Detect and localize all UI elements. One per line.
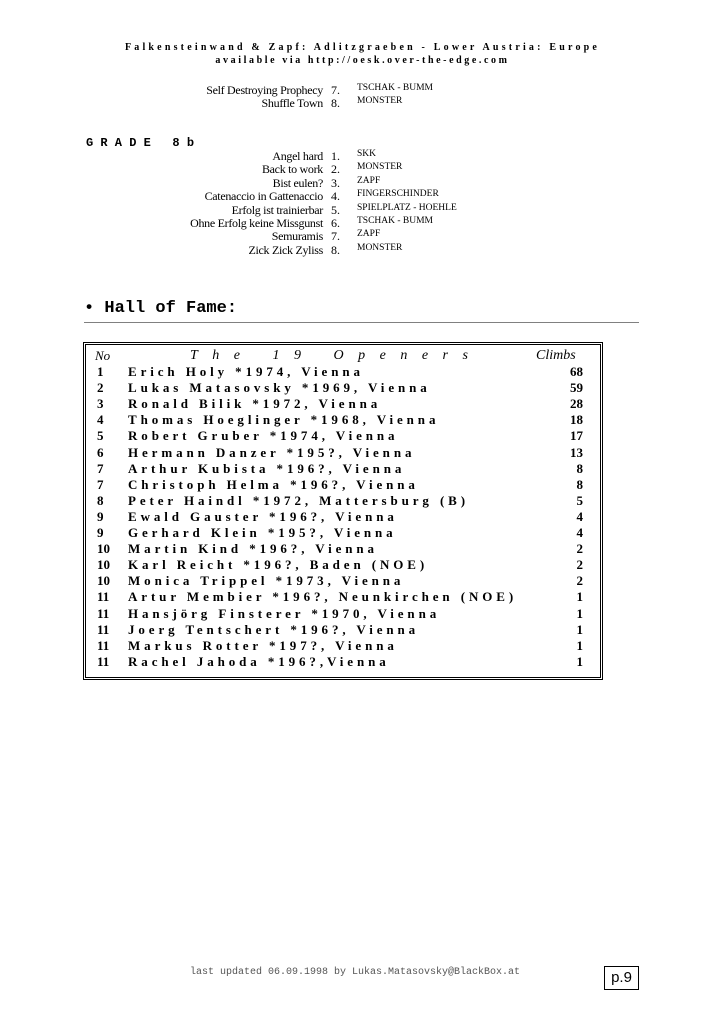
route-number: 1. <box>331 149 340 163</box>
table-row <box>0 445 725 461</box>
table-row <box>0 461 725 477</box>
route-club: MONSTER <box>357 242 403 253</box>
opener-climbs: 1 <box>576 589 583 605</box>
route-row <box>0 97 725 110</box>
opener-name: Ewald Gauster *196?, Vienna <box>128 508 398 524</box>
header-url: available via http://oesk.over-the-edge.com <box>215 55 510 66</box>
table-row <box>0 380 725 396</box>
opener-name: Lukas Matasovsky *1969, Vienna <box>128 380 431 396</box>
opener-rank: 10 <box>97 541 110 557</box>
opener-rank: 3 <box>97 396 104 412</box>
route-number: 7. <box>331 83 340 97</box>
opener-climbs: 18 <box>570 412 583 428</box>
route-club: ZAPF <box>357 175 381 186</box>
table-row <box>0 412 725 428</box>
opener-rank: 4 <box>97 412 104 428</box>
opener-climbs: 1 <box>576 653 583 669</box>
route-name: Shuffle Town <box>261 96 323 111</box>
opener-name: Martin Kind *196?, Vienna <box>128 541 378 557</box>
opener-name: Rachel Jahoda *196?,Vienna <box>128 653 390 669</box>
route-club: MONSTER <box>357 162 403 173</box>
route-name: Ohne Erfolg keine Missgunst <box>190 215 323 230</box>
opener-name: Arthur Kubista *196?, Vienna <box>128 460 406 476</box>
opener-rank: 7 <box>97 460 104 476</box>
table-row <box>0 606 725 622</box>
route-number: 8. <box>331 96 340 111</box>
opener-climbs: 1 <box>576 637 583 653</box>
column-header-number: No <box>95 348 111 363</box>
route-number: 3. <box>331 175 340 190</box>
opener-name: Christoph Helma *196?, Vienna <box>128 476 419 492</box>
opener-climbs: 1 <box>576 621 583 637</box>
table-row <box>0 541 725 557</box>
opener-climbs: 2 <box>576 573 583 589</box>
route-name: Angel hard <box>272 149 323 163</box>
route-number: 2. <box>331 162 340 177</box>
opener-name: Erich Holy *1974, Vienna <box>128 364 364 379</box>
opener-climbs: 17 <box>570 428 583 444</box>
route-number: 6. <box>331 215 340 230</box>
opener-climbs: 13 <box>570 444 583 460</box>
route-number: 7. <box>331 229 340 244</box>
table-row <box>0 573 725 589</box>
route-club: SKK <box>357 149 377 159</box>
opener-name: Artur Membier *196?, Neunkirchen (NOE) <box>128 589 518 605</box>
opener-climbs: 59 <box>570 380 583 396</box>
opener-rank: 1 <box>97 364 104 379</box>
route-row <box>0 244 725 257</box>
table-row <box>0 477 725 493</box>
opener-name: Hermann Danzer *195?, Vienna <box>128 444 416 460</box>
hall-of-fame-title: • Hall of Fame: <box>84 299 238 318</box>
opener-rank: 11 <box>97 653 110 669</box>
opener-climbs: 28 <box>570 396 583 412</box>
route-name: Zick Zick Zyliss <box>248 242 323 257</box>
column-header-openers: The 19 Openers <box>190 348 483 363</box>
opener-rank: 10 <box>97 573 110 589</box>
opener-name: Monica Trippel *1973, Vienna <box>128 573 405 589</box>
opener-name: Thomas Hoeglinger *1968, Vienna <box>128 412 440 428</box>
opener-climbs: 4 <box>576 525 583 540</box>
route-club: TSCHAK - BUMM <box>357 83 434 93</box>
opener-climbs: 2 <box>576 541 583 557</box>
table-row <box>0 364 725 380</box>
opener-rank: 5 <box>97 428 104 444</box>
opener-rank: 7 <box>97 476 104 492</box>
opener-climbs: 2 <box>576 557 583 573</box>
route-name: Catenaccio in Gattenaccio <box>204 189 323 204</box>
opener-climbs: 8 <box>576 476 583 492</box>
table-row <box>0 557 725 573</box>
table-row <box>0 525 725 541</box>
route-list-grade-8b <box>0 150 725 257</box>
route-name: Back to work <box>261 162 323 177</box>
opener-rank: 6 <box>97 444 104 460</box>
route-name: Bist eulen? <box>272 175 323 190</box>
route-club: TSCHAK - BUMM <box>357 215 434 226</box>
opener-rank: 11 <box>97 589 110 605</box>
route-name: Erfolg ist trainierbar <box>231 202 323 217</box>
opener-climbs: 4 <box>576 508 583 524</box>
opener-name: Peter Haindl *1972, Mattersburg (B) <box>128 492 469 508</box>
route-list-top <box>0 84 725 111</box>
opener-climbs: 8 <box>576 460 583 476</box>
column-header-climbs: Climbs <box>536 348 576 363</box>
opener-climbs: 68 <box>570 364 583 379</box>
opener-rank: 11 <box>97 621 110 637</box>
opener-name: Ronald Bilik *1972, Vienna <box>128 396 382 412</box>
route-name: Semuramis <box>271 229 323 244</box>
table-row <box>0 622 725 638</box>
opener-climbs: 5 <box>576 492 583 508</box>
table-row <box>0 654 725 670</box>
opener-name: Gerhard Klein *195?, Vienna <box>128 525 397 540</box>
opener-name: Karl Reicht *196?, Baden (NOE) <box>128 557 429 573</box>
route-number: 4. <box>331 189 340 204</box>
opener-rank: 10 <box>97 557 110 573</box>
opener-rank: 2 <box>97 380 104 396</box>
grade-8b-heading: G R A D E 8 b <box>86 136 195 150</box>
route-club: FINGERSCHINDER <box>357 189 439 200</box>
table-row <box>0 428 725 444</box>
opener-name: Robert Gruber *1974, Vienna <box>128 428 399 444</box>
table-row <box>0 396 725 412</box>
opener-name: Hansjörg Finsterer *1970, Vienna <box>128 605 441 621</box>
opener-rank: 11 <box>97 605 110 621</box>
route-name: Self Destroying Prophecy <box>206 83 323 97</box>
footer-last-updated: last updated 06.09.1998 by Lukas.Matasovsky@BlackBox.at <box>190 967 521 978</box>
opener-rank: 9 <box>97 525 104 540</box>
route-club: MONSTER <box>357 96 403 107</box>
table-row <box>0 509 725 525</box>
table-row <box>0 493 725 509</box>
opener-rank: 9 <box>97 508 104 524</box>
opener-name: Joerg Tentschert *196?, Vienna <box>128 621 420 637</box>
table-row <box>0 589 725 605</box>
opener-name: Markus Rotter *197?, Vienna <box>128 637 398 653</box>
route-number: 5. <box>331 202 340 217</box>
section-divider <box>84 322 639 323</box>
opener-rank: 11 <box>97 637 110 653</box>
page-number: p.9 <box>604 966 639 990</box>
route-club: SPIELPLATZ - HOEHLE <box>357 202 457 213</box>
route-club: ZAPF <box>357 229 381 240</box>
opener-climbs: 1 <box>576 605 583 621</box>
table-row <box>0 638 725 654</box>
header-title: Falkensteinwand & Zapf: Adlitzgraeben - Lower Austria: Europe <box>124 42 601 53</box>
opener-rank: 8 <box>97 492 104 508</box>
route-number: 8. <box>331 242 340 257</box>
